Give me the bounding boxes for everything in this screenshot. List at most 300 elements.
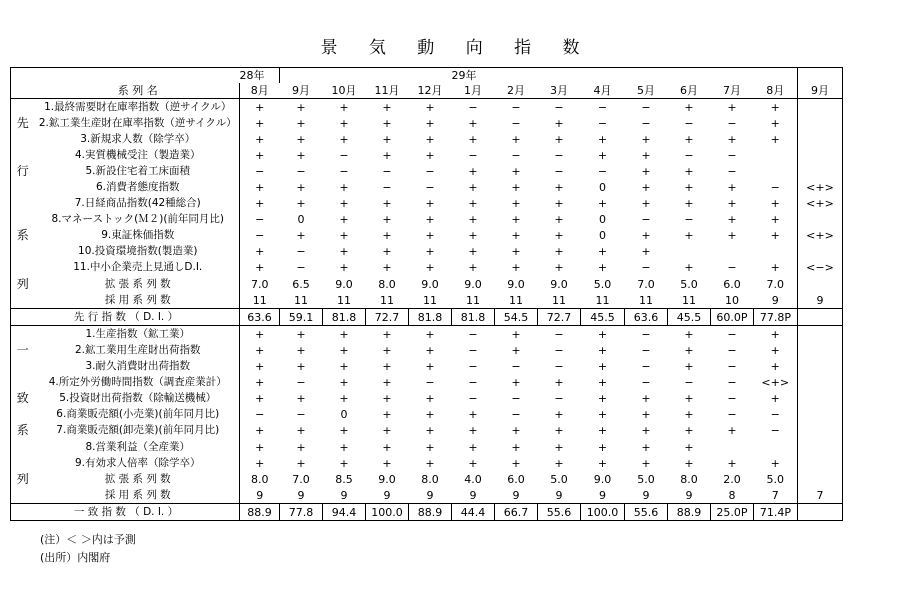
coincident-category-cell (11, 439, 35, 455)
leading-value: + (296, 148, 306, 162)
coincident-expanded-5: 8.0 (421, 472, 439, 486)
leading-value: + (339, 116, 349, 130)
coincident-value: − (452, 326, 495, 343)
leading-value: <+> (798, 228, 843, 244)
coincident-expanded-2: 7.0 (292, 472, 310, 486)
coincident-value: + (240, 439, 280, 455)
coincident-value (798, 375, 843, 391)
leading-di-value: 72.7 (366, 309, 409, 326)
leading-value: − (641, 213, 651, 227)
coincident-value: + (425, 408, 435, 422)
coincident-value: + (597, 456, 608, 470)
leading-value: − (597, 116, 608, 130)
leading-value: − (581, 99, 625, 116)
coincident-category-cell: 系 (11, 423, 35, 439)
leading-value: + (296, 181, 306, 195)
leading-value: + (511, 261, 521, 275)
coincident-value: + (296, 424, 306, 438)
leading-value: + (511, 181, 521, 195)
coincident-value: − (468, 376, 478, 390)
coincident-value: + (684, 456, 694, 470)
coincident-value: + (684, 440, 694, 454)
coincident-value (798, 359, 843, 375)
leading-value: + (409, 99, 452, 116)
coincident-value: + (511, 456, 521, 470)
coincident-value: − (711, 326, 754, 343)
leading-value: + (323, 99, 366, 116)
coincident-adopted-13: 7 (771, 488, 779, 502)
leading-value: − (382, 181, 392, 195)
leading-value: − (727, 164, 737, 178)
coincident-adopted-8: 9 (555, 488, 563, 502)
leading-value: + (554, 213, 564, 227)
coincident-series-name: 7.商業販売額(卸売業)(前年同月比) (35, 423, 240, 439)
leading-value: − (468, 148, 478, 162)
coincident-adopted-2: 9 (297, 488, 305, 502)
leading-value: + (339, 261, 349, 275)
leading-row (11, 147, 843, 163)
leading-value: + (366, 99, 409, 116)
leading-value: + (511, 229, 521, 243)
leading-row (11, 196, 843, 212)
leading-expanded-5: 9.0 (421, 277, 439, 291)
leading-value (754, 147, 798, 163)
year-spacer (280, 68, 452, 84)
coincident-value: − (625, 326, 668, 343)
coincident-value: − (468, 360, 478, 374)
leading-expanded-9: 5.0 (593, 277, 612, 291)
leading-value: − (511, 148, 521, 162)
leading-di-value: 63.6 (240, 309, 280, 326)
leading-value: + (425, 245, 435, 259)
leading-value: 0 (599, 229, 606, 243)
leading-value: − (554, 164, 564, 178)
leading-di-value: 60.0P (711, 309, 754, 326)
leading-expanded-12: 6.0 (723, 277, 741, 291)
coincident-value: − (296, 376, 306, 390)
coincident-value: + (382, 408, 392, 422)
coincident-adopted-7: 9 (512, 488, 520, 502)
leading-value: − (296, 261, 306, 275)
leading-value: + (468, 116, 478, 130)
header-year-row (11, 68, 843, 84)
leading-adopted-3: 11 (337, 293, 351, 307)
leading-value: + (597, 245, 608, 259)
coincident-expanded-14 (798, 471, 843, 487)
leading-category-cell (11, 99, 35, 116)
leading-category-cell (11, 196, 35, 212)
leading-value: − (296, 164, 306, 178)
coincident-value (711, 439, 754, 455)
leading-di-value: 54.5 (495, 309, 538, 326)
leading-value: + (597, 261, 608, 275)
leading-value: − (452, 99, 495, 116)
leading-value: + (511, 213, 521, 227)
coincident-value: + (641, 392, 651, 406)
coincident-value: + (554, 376, 564, 390)
coincident-value: + (597, 376, 608, 390)
leading-value: + (339, 197, 349, 211)
leading-adopted-label: 採 用 系 列 数 (35, 292, 240, 309)
coincident-value: + (581, 326, 625, 343)
leading-value: + (770, 116, 780, 130)
leading-value: + (382, 213, 392, 227)
series-name-header: 系 列 名 (35, 83, 240, 99)
month-header-5: 12月 (409, 83, 452, 99)
coincident-value: + (684, 392, 694, 406)
coincident-row (11, 439, 843, 455)
coincident-value: + (296, 360, 306, 374)
leading-di-row (11, 309, 843, 326)
coincident-expanded-13: 5.0 (766, 472, 784, 486)
coincident-di-value: 44.4 (452, 504, 495, 521)
leading-value: − (339, 164, 349, 178)
leading-series-name: 5.新設住宅着工床面積 (35, 163, 240, 179)
month-header-2: 9月 (280, 83, 323, 99)
coincident-value: − (296, 408, 306, 422)
coincident-value (754, 439, 798, 455)
coincident-value: + (339, 343, 349, 357)
coincident-value: + (468, 456, 478, 470)
coincident-expanded-1: 8.0 (240, 471, 280, 487)
leading-value: + (382, 116, 392, 130)
leading-value (798, 115, 843, 131)
coincident-row (11, 359, 843, 375)
leading-expanded-1: 7.0 (240, 276, 280, 292)
leading-value: + (468, 261, 478, 275)
coincident-row (11, 391, 843, 407)
coincident-value: 0 (340, 408, 348, 422)
coincident-value: − (511, 408, 521, 422)
month-header-13: 8月 (754, 83, 798, 99)
leading-value: − (240, 228, 280, 244)
leading-value: 0 (599, 181, 606, 195)
leading-di-value (798, 309, 843, 326)
leading-value: + (339, 213, 349, 227)
leading-value: + (511, 132, 521, 146)
leading-value: 0 (297, 213, 305, 227)
coincident-value: + (240, 391, 280, 407)
coincident-value: + (382, 343, 392, 357)
leading-value: <−> (798, 260, 843, 276)
year-cell-9 (798, 68, 843, 84)
coincident-category-cell (11, 455, 35, 471)
coincident-value: − (641, 343, 651, 357)
leading-value (668, 244, 711, 260)
leading-value: + (425, 116, 435, 130)
leading-value: − (554, 148, 564, 162)
leading-value: + (240, 99, 280, 116)
leading-value: + (727, 229, 737, 243)
coincident-di-label: 一 致 指 数 （ D. I. ） (11, 504, 240, 521)
coincident-value: + (597, 440, 608, 454)
coincident-di-value (798, 504, 843, 521)
leading-value: + (296, 132, 306, 146)
coincident-value: − (770, 424, 780, 438)
leading-value: + (425, 261, 435, 275)
leading-value: + (240, 260, 280, 276)
coincident-value: + (511, 343, 521, 357)
coincident-di-value: 55.6 (538, 504, 581, 521)
coincident-expanded-11: 8.0 (680, 472, 698, 486)
coincident-value: + (382, 456, 392, 470)
coincident-value (798, 455, 843, 471)
coincident-value: + (240, 455, 280, 471)
leading-series-name: 2.鉱工業生産財在庫率指数（逆サイクル） (35, 115, 240, 131)
coincident-value: + (770, 343, 780, 357)
leading-adopted-2: 11 (294, 293, 308, 307)
leading-row (11, 115, 843, 131)
coincident-value: + (339, 424, 349, 438)
coincident-value: + (554, 424, 564, 438)
leading-series-name: 4.実質機械受注（製造業） (35, 147, 240, 163)
month-header-14: 9月 (798, 83, 843, 99)
coincident-value: + (382, 392, 392, 406)
coincident-value: + (339, 376, 349, 390)
month-header-10: 5月 (625, 83, 668, 99)
leading-value: + (468, 197, 478, 211)
leading-value: + (240, 196, 280, 212)
leading-adopted-12: 10 (725, 293, 739, 307)
coincident-value: + (240, 342, 280, 358)
coincident-category-cell: 一 (11, 342, 35, 358)
coincident-value: − (641, 360, 651, 374)
leading-expanded-2: 6.5 (292, 277, 310, 291)
leading-value: + (468, 132, 478, 146)
leading-value: + (641, 132, 651, 146)
leading-value: + (668, 99, 711, 116)
coincident-value: + (641, 408, 651, 422)
coincident-adopted-row (11, 487, 843, 504)
leading-value: <+> (798, 196, 843, 212)
leading-value (798, 99, 843, 116)
coincident-di-value: 71.4P (754, 504, 798, 521)
coincident-di-value: 100.0 (366, 504, 409, 521)
leading-value: + (641, 229, 651, 243)
coincident-category-cell (11, 407, 35, 423)
month-header-6: 1月 (452, 83, 495, 99)
coincident-series-name: 1.生産指数（鉱工業） (35, 326, 240, 343)
leading-adopted-6: 11 (466, 293, 480, 307)
leading-series-name: 10.投資環境指数(製造業) (35, 244, 240, 260)
coincident-category-cell (11, 375, 35, 391)
coincident-di-value: 100.0 (581, 504, 625, 521)
leading-value: − (641, 116, 651, 130)
leading-value: − (727, 261, 737, 275)
leading-di-value: 45.5 (581, 309, 625, 326)
coincident-di-value: 66.7 (495, 504, 538, 521)
leading-category-cell (11, 179, 35, 195)
coincident-value: + (668, 326, 711, 343)
leading-value: + (597, 148, 608, 162)
coincident-value: + (280, 326, 323, 343)
note-source: (出所）内閣府 (40, 551, 111, 564)
leading-di-value: 72.7 (538, 309, 581, 326)
leading-value: + (727, 132, 737, 146)
coincident-row (11, 407, 843, 423)
coincident-expanded-4: 9.0 (378, 472, 396, 486)
leading-value: + (727, 213, 737, 227)
leading-value (798, 212, 843, 228)
leading-category-cell (11, 147, 35, 163)
leading-series-name: 6.消費者態度指数 (35, 179, 240, 195)
coincident-value: − (641, 376, 651, 390)
leading-adopted-11: 11 (682, 293, 696, 307)
coincident-adopted-1: 9 (240, 487, 280, 504)
coincident-adopted-11: 9 (685, 488, 693, 502)
leading-value: + (468, 245, 478, 259)
leading-adopted-13: 9 (771, 293, 779, 307)
leading-value: + (554, 116, 564, 130)
leading-value: + (468, 164, 478, 178)
note-forecast: (注）＜ ＞内は予測 (40, 533, 136, 546)
coincident-value: − (554, 343, 564, 357)
coincident-di-value: 25.0P (711, 504, 754, 521)
coincident-series-name: 4.所定外労働時間指数（調査産業計） (35, 375, 240, 391)
coincident-value: − (554, 360, 564, 374)
coincident-value: + (296, 392, 306, 406)
leading-value: + (240, 179, 280, 195)
leading-category-cell (11, 212, 35, 228)
year-label-29: 29年 (452, 68, 798, 84)
month-header-12: 7月 (711, 83, 754, 99)
coincident-value: + (468, 424, 478, 438)
coincident-category-cell (11, 359, 35, 375)
leading-value: + (468, 229, 478, 243)
coincident-expanded-8: 5.0 (550, 472, 568, 486)
coincident-value: + (554, 408, 564, 422)
coincident-value (798, 423, 843, 439)
leading-value: + (339, 229, 349, 243)
leading-value: − (770, 181, 780, 195)
leading-category-cell: 先 (11, 115, 35, 131)
coincident-value: + (727, 456, 737, 470)
coincident-di-value: 77.8 (280, 504, 323, 521)
coincident-value: − (554, 392, 564, 406)
leading-value: + (684, 181, 694, 195)
coincident-expanded-12: 2.0 (723, 472, 741, 486)
coincident-value: − (770, 408, 780, 422)
leading-value (798, 244, 843, 260)
leading-di-value: 45.5 (668, 309, 711, 326)
coincident-di-value: 88.9 (668, 504, 711, 521)
month-header-7: 2月 (495, 83, 538, 99)
coincident-value (798, 439, 843, 455)
leading-value: − (727, 116, 737, 130)
leading-value: − (684, 148, 694, 162)
leading-value: + (296, 229, 306, 243)
coincident-value: + (684, 424, 694, 438)
coincident-value: − (468, 343, 478, 357)
leading-value (798, 147, 843, 163)
leading-value: − (684, 213, 694, 227)
leading-row (11, 179, 843, 195)
coincident-value: + (296, 456, 306, 470)
coincident-value: + (382, 376, 392, 390)
coincident-row (11, 455, 843, 471)
coincident-value: + (597, 343, 608, 357)
leading-value: − (240, 212, 280, 228)
leading-adopted-8: 11 (552, 293, 566, 307)
leading-category-cell (11, 131, 35, 147)
leading-value: + (770, 213, 780, 227)
leading-series-name: 8.マネーストック(Ｍ２)(前年同月比) (35, 212, 240, 228)
leading-value: + (554, 261, 564, 275)
leading-expanded-8: 9.0 (550, 277, 568, 291)
coincident-expanded-label: 拡 張 系 列 数 (35, 471, 240, 487)
coincident-value: + (240, 375, 280, 391)
coincident-adopted-14: 7 (798, 487, 843, 504)
coincident-series-name: 5.投資財出荷指数（除輸送機械） (35, 391, 240, 407)
coincident-value: + (296, 343, 306, 357)
coincident-value: + (425, 343, 435, 357)
coincident-value: + (296, 440, 306, 454)
leading-value: + (641, 197, 651, 211)
leading-value: − (495, 99, 538, 116)
coincident-value: + (684, 408, 694, 422)
leading-value: + (339, 181, 349, 195)
leading-expanded-10: 7.0 (637, 277, 655, 291)
leading-value: + (641, 245, 651, 259)
coincident-value: + (754, 326, 798, 343)
coincident-value: + (425, 392, 435, 406)
coincident-value: + (641, 424, 651, 438)
coincident-series-name: 9.有効求人倍率（除学卒） (35, 455, 240, 471)
leading-value: + (240, 244, 280, 260)
leading-di-value: 59.1 (280, 309, 323, 326)
leading-value: + (425, 229, 435, 243)
leading-series-name: 3.新規求人数（除学卒） (35, 131, 240, 147)
coincident-value: + (641, 456, 651, 470)
coincident-value: + (468, 408, 478, 422)
leading-value: + (554, 229, 564, 243)
coincident-value: + (240, 423, 280, 439)
coincident-value: + (425, 360, 435, 374)
leading-value: + (382, 229, 392, 243)
month-header-4: 11月 (366, 83, 409, 99)
coincident-value (798, 342, 843, 358)
leading-value: 0 (599, 213, 606, 227)
leading-row (11, 163, 843, 179)
coincident-value: + (684, 360, 694, 374)
coincident-value: + (511, 424, 521, 438)
leading-value: − (684, 116, 694, 130)
leading-di-value: 63.6 (625, 309, 668, 326)
leading-di-value: 81.8 (323, 309, 366, 326)
coincident-value (798, 407, 843, 423)
coincident-value: + (425, 424, 435, 438)
coincident-value: − (425, 376, 435, 390)
leading-category-cell (11, 260, 35, 276)
leading-value (754, 244, 798, 260)
coincident-di-row (11, 504, 843, 521)
coincident-value: <+> (761, 376, 790, 390)
coincident-adopted-6: 9 (469, 488, 477, 502)
coincident-value (798, 326, 843, 343)
coincident-value: − (511, 360, 521, 374)
leading-value (798, 131, 843, 147)
coincident-value: + (339, 392, 349, 406)
coincident-series-name: 2.鉱工業用生産財出荷指数 (35, 342, 240, 358)
coincident-adopted-4: 9 (383, 488, 391, 502)
leading-expanded-14 (798, 276, 843, 292)
coincident-value: + (770, 456, 780, 470)
leading-value: + (425, 213, 435, 227)
leading-value: + (240, 131, 280, 147)
leading-value: − (727, 148, 737, 162)
leading-series-name: 9.東証株価指数 (35, 228, 240, 244)
month-header-8: 3月 (538, 83, 581, 99)
